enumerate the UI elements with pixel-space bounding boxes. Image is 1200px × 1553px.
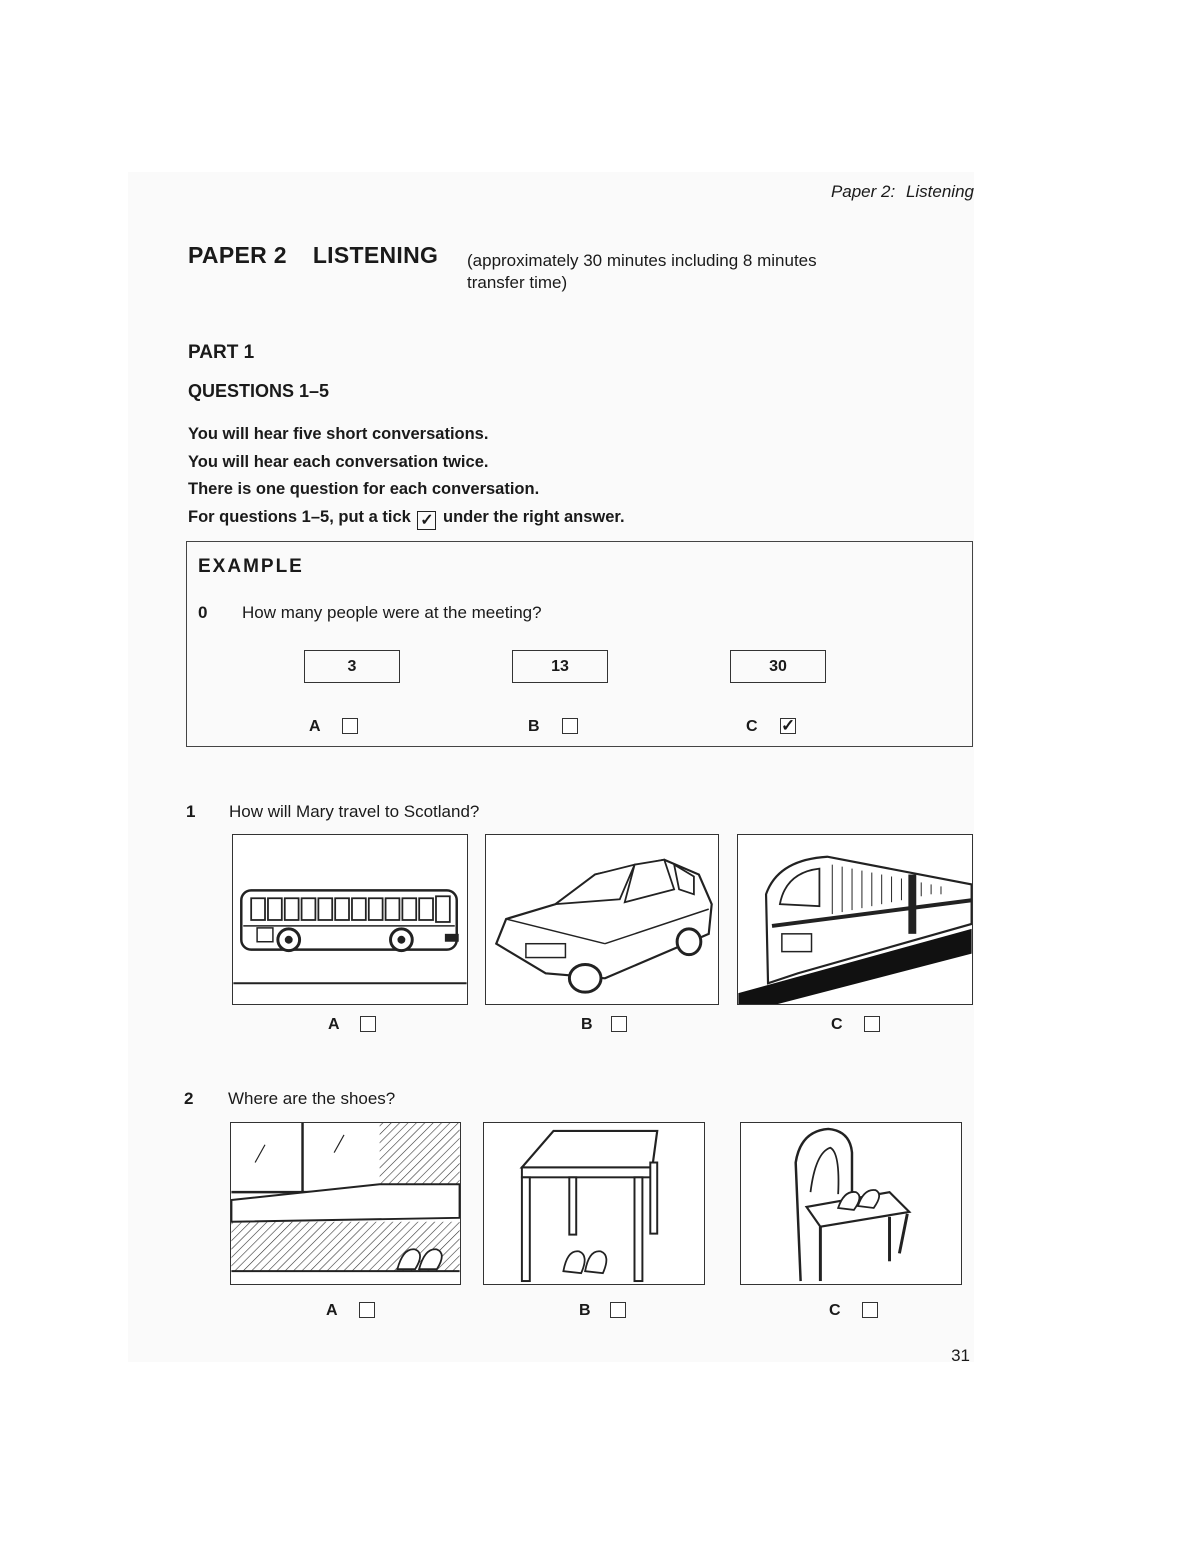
- bus-picture: [232, 834, 468, 1005]
- instruction-line: There is one question for each conversation.: [188, 480, 540, 498]
- part-heading: PART 1: [188, 342, 255, 363]
- question-2-option-a-letter: A: [326, 1302, 338, 1319]
- example-option-a-checkbox[interactable]: [342, 718, 358, 734]
- page-number: 31: [951, 1346, 970, 1365]
- example-option-b-checkbox[interactable]: [562, 718, 578, 734]
- car-picture: [485, 834, 719, 1005]
- question-2-number: 2: [184, 1089, 194, 1108]
- question-2-option-b-checkbox[interactable]: [610, 1302, 626, 1318]
- title-note-line2: transfer time): [467, 273, 568, 292]
- instructions: [188, 421, 625, 531]
- question-2-option-c-letter: C: [829, 1302, 841, 1319]
- question-2-option-b-letter: B: [579, 1302, 591, 1319]
- instruction-line: [188, 504, 625, 532]
- question-1-option-c-checkbox[interactable]: [864, 1016, 880, 1032]
- example-option-a-value: 3: [304, 650, 400, 683]
- instruction-text: For questions 1–5, put a tick: [188, 507, 411, 526]
- shoes-on-chair-picture: [740, 1122, 962, 1285]
- example-number: 0: [198, 603, 208, 622]
- shoes-by-wall-icon: [231, 1123, 460, 1284]
- shoes-under-table-picture: [483, 1122, 705, 1285]
- tick-icon: ✓: [417, 511, 436, 530]
- example-option-a-letter: A: [309, 718, 321, 735]
- running-head-paper: Paper 2:: [830, 182, 896, 201]
- question-1-option-c-letter: C: [831, 1016, 843, 1033]
- question-1-number: 1: [186, 802, 196, 821]
- example-option-c-value: 30: [730, 650, 826, 683]
- question-2-option-a-checkbox[interactable]: [359, 1302, 375, 1318]
- example-label: EXAMPLE: [198, 556, 304, 577]
- paper-title-section: LISTENING: [312, 242, 439, 268]
- shoes-on-chair-icon: [741, 1123, 961, 1284]
- example-option-c-letter: C: [746, 718, 758, 735]
- instruction-text: under the right answer.: [443, 507, 625, 526]
- question-1-option-a-letter: A: [328, 1016, 340, 1033]
- example-option-c-checkbox[interactable]: ✓: [781, 716, 796, 735]
- questions-heading: QUESTIONS 1–5: [188, 381, 330, 401]
- question-1-option-b-letter: B: [581, 1016, 593, 1033]
- instruction-line: You will hear five short conversations.: [188, 425, 489, 443]
- bus-icon: [233, 835, 467, 1004]
- question-2-text: Where are the shoes?: [228, 1089, 396, 1108]
- car-icon: [486, 835, 718, 1004]
- paper-title-number: PAPER 2: [188, 242, 287, 268]
- train-icon: [738, 835, 972, 1004]
- question-1-text: How will Mary travel to Scotland?: [229, 802, 480, 821]
- running-head-section: Listening: [905, 182, 974, 201]
- question-2-option-c-checkbox[interactable]: [862, 1302, 878, 1318]
- paper-title: [188, 242, 438, 269]
- paper-title-note: [467, 250, 887, 294]
- example-option-b-letter: B: [528, 718, 540, 735]
- running-head: [825, 182, 974, 202]
- shoes-by-wall-picture: [230, 1122, 461, 1285]
- title-note-line1: (approximately 30 minutes including 8 minutes: [467, 251, 817, 270]
- example-question: How many people were at the meeting?: [242, 603, 542, 622]
- train-picture: [737, 834, 973, 1005]
- example-box: [186, 541, 973, 747]
- shoes-under-table-icon: [484, 1123, 704, 1284]
- example-option-b-value: 13: [512, 650, 608, 683]
- question-1-option-a-checkbox[interactable]: [360, 1016, 376, 1032]
- question-1-option-b-checkbox[interactable]: [611, 1016, 627, 1032]
- instruction-line: You will hear each conversation twice.: [188, 452, 489, 471]
